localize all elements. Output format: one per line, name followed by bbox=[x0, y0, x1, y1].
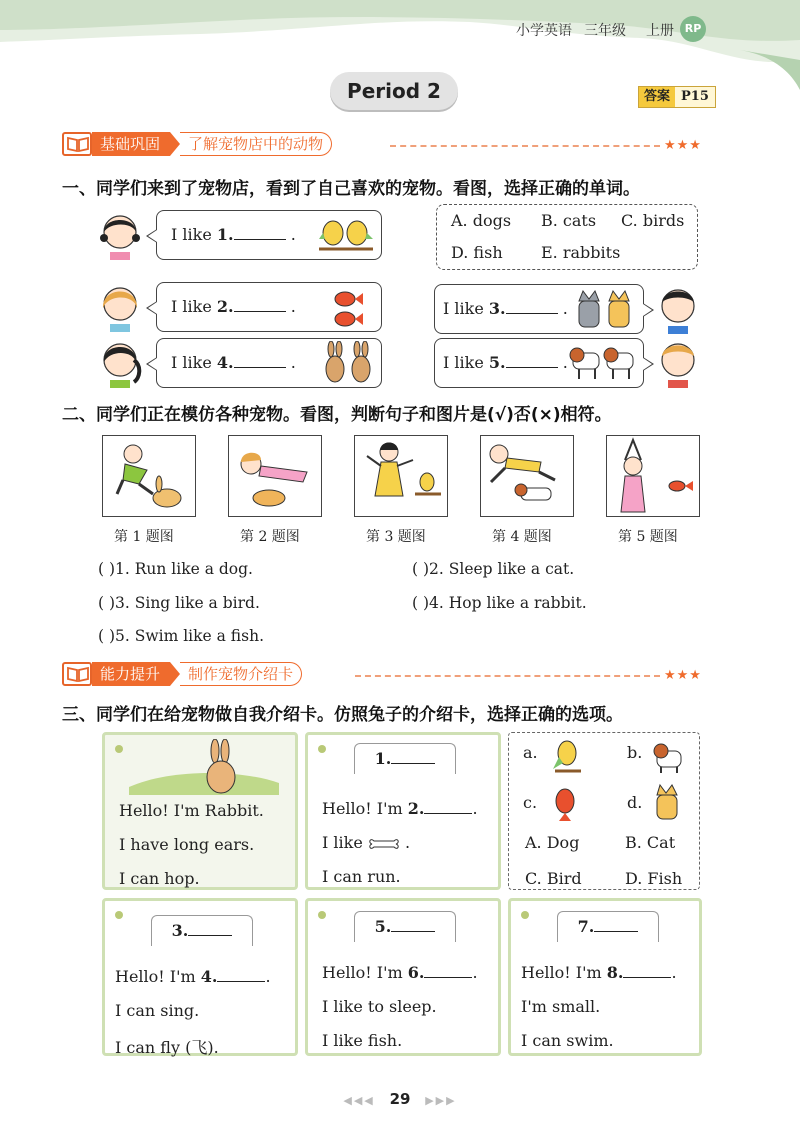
speech-bubble-5: I like 5. . bbox=[434, 338, 644, 388]
section1-subtitle: 了解宠物店中的动物 bbox=[180, 132, 332, 156]
rabbit-line-2: I have long ears. bbox=[119, 835, 255, 854]
card2-line-2: I like . bbox=[322, 833, 411, 852]
picture-3 bbox=[354, 435, 448, 517]
choice-option-a: A. Dog bbox=[525, 833, 580, 852]
section1-divider bbox=[390, 145, 660, 147]
answer-blank-1[interactable] bbox=[234, 225, 286, 240]
girl-singing-icon bbox=[355, 436, 447, 516]
pet-card-bird bbox=[102, 898, 298, 1056]
picture-4 bbox=[480, 435, 574, 517]
goldfish-icon bbox=[549, 783, 583, 823]
card2-line-3: I can run. bbox=[322, 867, 401, 886]
section1-stars: ★★★ bbox=[664, 138, 702, 153]
header-subject: 小学英语 bbox=[516, 23, 572, 39]
card5-line-3: I can swim. bbox=[521, 1031, 614, 1050]
blank-number-3: 3. bbox=[488, 299, 506, 318]
card4-tab-blank[interactable] bbox=[391, 917, 435, 932]
card2-line-1: Hello! I'm 2. . bbox=[322, 799, 478, 818]
card2-tab-blank[interactable] bbox=[391, 749, 435, 764]
answer-reference[interactable] bbox=[638, 86, 716, 108]
book-icon bbox=[62, 662, 92, 686]
option-c: C. birds bbox=[621, 211, 685, 230]
judge-paren-4[interactable]: ( ) bbox=[412, 594, 430, 612]
answer-blank-3[interactable] bbox=[506, 299, 558, 314]
section2-question: 二、同学们正在模仿各种宠物。看图，判断句子和图片是(√)否(×)相符。 bbox=[62, 405, 612, 425]
pet-card-dog bbox=[305, 732, 501, 890]
speech-bubble-4: I like 4. . bbox=[156, 338, 382, 388]
answer-blank-4[interactable] bbox=[234, 353, 286, 368]
picture-5 bbox=[606, 435, 700, 517]
picture-1 bbox=[102, 435, 196, 517]
rabbit-line-3: I can hop. bbox=[119, 869, 200, 888]
word-options-box bbox=[436, 204, 698, 270]
bone-icon bbox=[368, 836, 400, 852]
card5-blank-8[interactable] bbox=[623, 963, 671, 978]
choice-label-c: c. bbox=[523, 793, 538, 812]
girl-avatar-1 bbox=[98, 210, 142, 260]
judge-item-4[interactable]: ( )4. Hop like a rabbit. bbox=[412, 594, 587, 612]
kitten-icon bbox=[651, 783, 685, 823]
picture-caption-4: 第 4 题图 bbox=[492, 529, 552, 545]
card4-line-1: Hello! I'm 6. . bbox=[322, 963, 478, 982]
rabbit-line-1: Hello! I'm Rabbit. bbox=[119, 801, 264, 820]
card5-line-1: Hello! I'm 8. . bbox=[521, 963, 677, 982]
book-icon bbox=[62, 132, 92, 156]
speech-bubble-1: I like 1. . bbox=[156, 210, 382, 260]
card3-line-2: I can sing. bbox=[115, 1001, 200, 1020]
rabbit-icon bbox=[129, 739, 279, 795]
judge-paren-2[interactable]: ( ) bbox=[412, 560, 430, 578]
choice-label-d: d. bbox=[627, 793, 643, 812]
card5-line-2: I'm small. bbox=[521, 997, 601, 1016]
girl-sleeping-icon bbox=[229, 436, 321, 516]
answer-blank-2[interactable] bbox=[234, 297, 286, 312]
picture-caption-1: 第 1 题图 bbox=[114, 529, 174, 545]
blank-number-4: 4. bbox=[216, 353, 234, 372]
section3-arrow bbox=[170, 662, 180, 686]
option-b: B. cats bbox=[541, 211, 597, 230]
answer-label: 答案 bbox=[639, 87, 675, 107]
blank-number-5: 5. bbox=[488, 353, 506, 372]
section1-arrow bbox=[170, 132, 180, 156]
card4-line-3: I like fish. bbox=[322, 1031, 403, 1050]
prev-arrows-icon: ◀◀◀ bbox=[343, 1094, 375, 1107]
section1-tag: 基础巩固 bbox=[92, 132, 170, 156]
girl-swimming-pose-icon bbox=[607, 436, 699, 516]
header-grade: 三年级 bbox=[584, 23, 626, 39]
page-number: 29 bbox=[389, 1090, 411, 1108]
answer-page: P15 bbox=[681, 89, 709, 104]
choice-option-d: D. Fish bbox=[625, 869, 683, 888]
blank-number-2: 2. bbox=[216, 297, 234, 316]
birds-icon bbox=[317, 215, 375, 257]
fish-icon bbox=[327, 287, 367, 329]
choice-option-b: B. Cat bbox=[625, 833, 676, 852]
girl-avatar-2 bbox=[98, 282, 142, 332]
header-volume: 上册 bbox=[646, 23, 674, 39]
picture-caption-5: 第 5 题图 bbox=[618, 529, 678, 545]
speech-bubble-2: I like 2. . bbox=[156, 282, 382, 332]
picture-caption-3: 第 3 题图 bbox=[366, 529, 426, 545]
judge-item-3[interactable]: ( )3. Sing like a bird. bbox=[98, 594, 260, 612]
section3-subtitle: 制作宠物介绍卡 bbox=[180, 662, 302, 686]
choice-label-b: b. bbox=[627, 743, 643, 762]
section1-bar bbox=[62, 132, 332, 156]
next-arrows-icon: ▶▶▶ bbox=[425, 1094, 457, 1107]
option-d: D. fish bbox=[451, 243, 503, 262]
period-title: Period 2 bbox=[330, 72, 458, 110]
dogs-icon bbox=[569, 343, 639, 385]
picture-caption-2: 第 2 题图 bbox=[240, 529, 300, 545]
judge-item-1[interactable]: ( )1. Run like a dog. bbox=[98, 560, 253, 578]
choice-label-a: a. bbox=[523, 743, 538, 762]
puppy-icon bbox=[649, 737, 689, 775]
card4-blank-6[interactable] bbox=[424, 963, 472, 978]
section3-divider bbox=[355, 675, 660, 677]
card3-blank-4[interactable] bbox=[217, 967, 265, 982]
judge-paren-1[interactable]: ( ) bbox=[98, 560, 116, 578]
card5-tab[interactable]: 7. bbox=[557, 911, 659, 942]
card3-line-3: I can fly (飞). bbox=[115, 1038, 219, 1057]
section3-bar bbox=[62, 662, 302, 686]
blank-number-1: 1. bbox=[216, 225, 234, 244]
cats-icon bbox=[573, 287, 637, 331]
boy-avatar-2 bbox=[656, 338, 700, 388]
card4-line-2: I like to sleep. bbox=[322, 997, 437, 1016]
pet-card-cat bbox=[305, 898, 501, 1056]
card3-line-1: Hello! I'm 4. . bbox=[115, 967, 271, 986]
card3-tab[interactable]: 3. bbox=[151, 915, 253, 946]
section3-stars: ★★★ bbox=[664, 668, 702, 683]
speech-bubble-3: I like 3. . bbox=[434, 284, 644, 334]
card2-blank-2[interactable] bbox=[424, 799, 472, 814]
pet-card-fish bbox=[508, 898, 702, 1056]
choice-option-c: C. Bird bbox=[525, 869, 582, 888]
judge-item-2[interactable]: ( )2. Sleep like a cat. bbox=[412, 560, 575, 578]
section3-question: 三、同学们在给宠物做自我介绍卡。仿照兔子的介绍卡，选择正确的选项。 bbox=[62, 705, 623, 725]
card2-tab[interactable]: 1. bbox=[354, 743, 456, 774]
card5-tab-blank[interactable] bbox=[594, 917, 638, 932]
page-footer bbox=[0, 1090, 800, 1108]
judge-paren-5[interactable]: ( ) bbox=[98, 627, 116, 645]
rabbits-icon bbox=[319, 341, 377, 385]
picture-2 bbox=[228, 435, 322, 517]
rp-badge: RP bbox=[680, 16, 706, 42]
card3-tab-blank[interactable] bbox=[188, 921, 232, 936]
rabbit-intro-card bbox=[102, 732, 298, 890]
option-a: A. dogs bbox=[451, 211, 512, 230]
boy-avatar-1 bbox=[656, 284, 700, 334]
judge-paren-3[interactable]: ( ) bbox=[98, 594, 116, 612]
girl-avatar-3 bbox=[98, 338, 142, 388]
parrot-icon bbox=[549, 737, 585, 775]
boy-running-icon bbox=[481, 436, 573, 516]
judge-item-5[interactable]: ( )5. Swim like a fish. bbox=[98, 627, 264, 645]
section1-question: 一、同学们来到了宠物店，看到了自己喜欢的宠物。看图，选择正确的单词。 bbox=[62, 179, 640, 199]
animal-choice-box bbox=[508, 732, 700, 890]
card4-tab[interactable]: 5. bbox=[354, 911, 456, 942]
section3-tag: 能力提升 bbox=[92, 662, 170, 686]
answer-blank-5[interactable] bbox=[506, 353, 558, 368]
option-e: E. rabbits bbox=[541, 243, 621, 262]
boy-hopping-icon bbox=[103, 436, 195, 516]
